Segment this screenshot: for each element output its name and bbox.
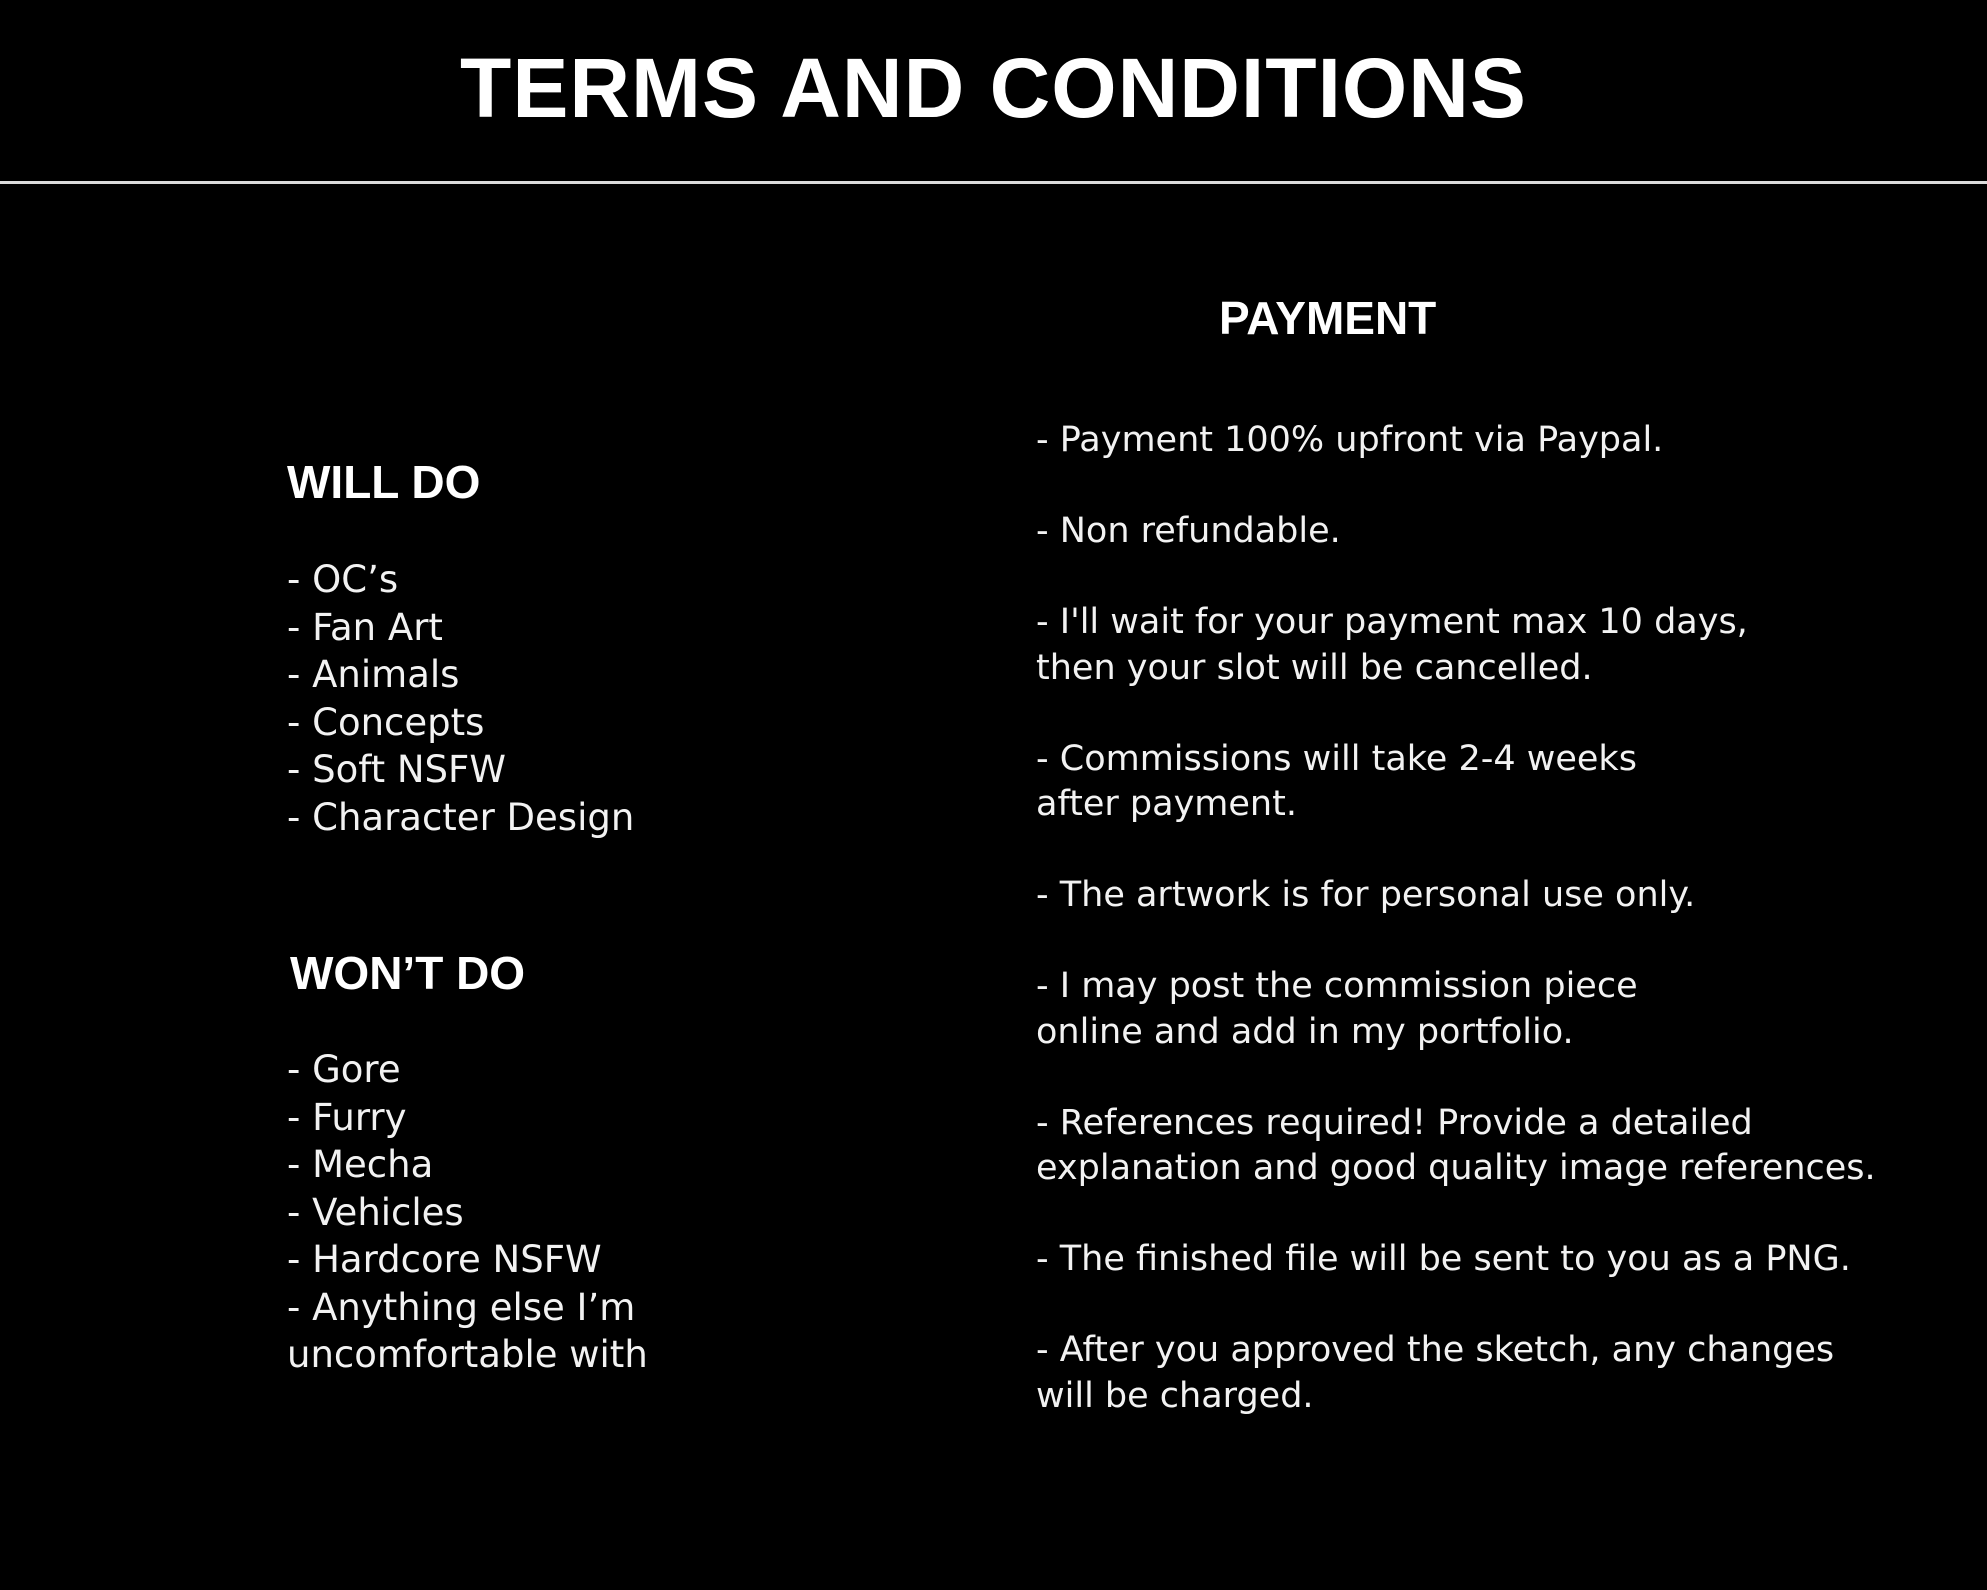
list-item: - OC’s [287,558,399,601]
list-item: - Fan Art [287,605,443,649]
list-item: - References required! Provide a detailed explanation and good quality image references. [1036,1102,1876,1188]
payment-list [1036,418,1876,1465]
list-item: - Non refundable. [1036,511,1341,551]
list-item: - I'll wait for your payment max 10 days, then your slot will be cancelled. [1036,602,1748,688]
list-item: - The finished file will be sent to you as a PNG. [1036,1239,1851,1279]
list-item: - Character Design [287,795,635,839]
list-item: - Anything else I’m [287,1285,636,1329]
list-item: - Animals [287,653,460,696]
wont-do-list [287,1046,648,1379]
list-item: - Concepts [287,700,485,744]
header-divider [0,181,1987,184]
list-item: - Payment 100% upfront via Paypal. [1036,420,1664,460]
list-item: uncomfortable with [287,1333,648,1376]
will-do-heading: WILL DO [287,456,481,508]
list-item: - Hardcore NSFW [287,1238,602,1281]
list-item: - The artwork is for personal use only. [1036,875,1696,915]
list-item: - I may post the commission piece online and add in my portfolio. [1036,966,1638,1052]
list-item: - Furry [287,1095,407,1139]
will-do-list [287,556,634,841]
page-title: TERMS AND CONDITIONS [460,41,1527,135]
list-item: - Vehicles [287,1190,464,1234]
list-item: - Mecha [287,1143,434,1186]
list-item: - After you approved the sketch, any changes will be charged. [1036,1330,1835,1416]
list-item: - Gore [287,1048,401,1091]
list-item: - Soft NSFW [287,748,506,791]
wont-do-heading: WON’T DO [290,947,526,999]
list-item: - Commissions will take 2-4 weeks after payment. [1036,738,1637,824]
payment-heading: PAYMENT [1219,292,1437,344]
